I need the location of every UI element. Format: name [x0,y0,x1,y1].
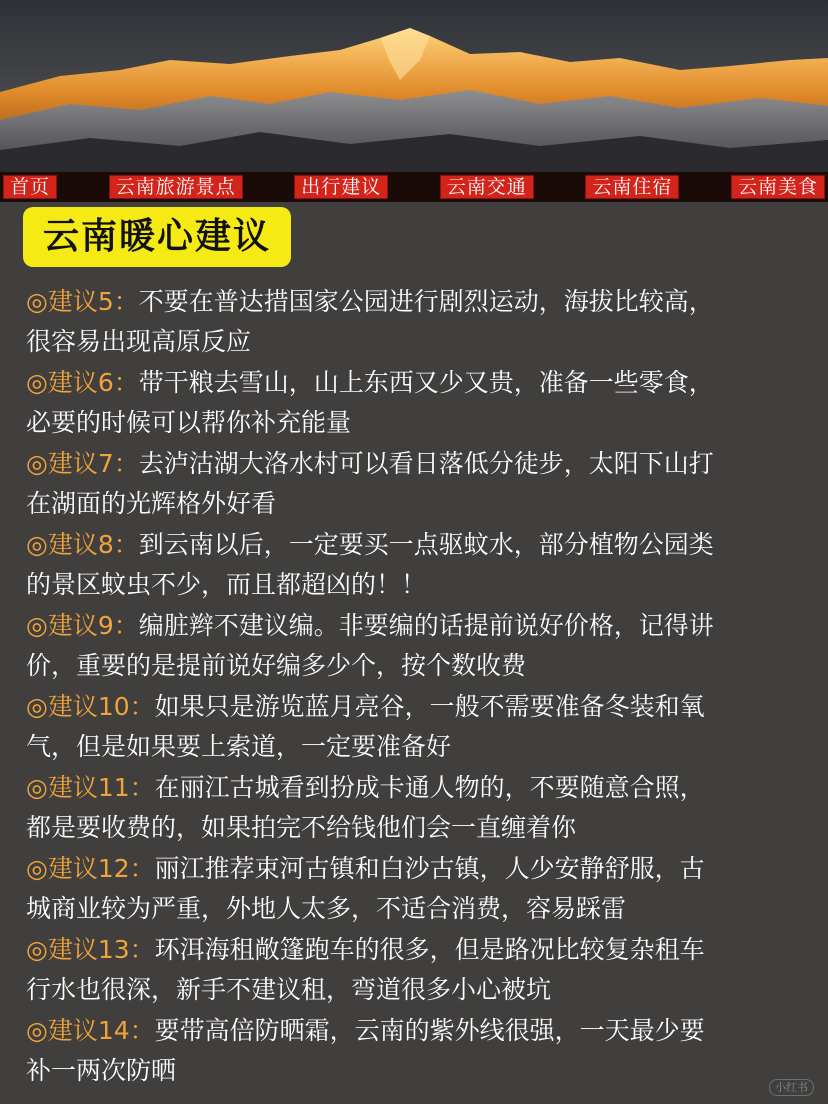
list-item [26,282,800,362]
tip-line-2: 价，重要的是提前说好编多少个，按个数收费 [26,651,527,680]
tip-number: ◎建议7： [26,449,139,478]
nav-item-transport[interactable]: 云南交通 [440,175,534,199]
tip-line-1 [26,282,800,322]
tip-line-2: 在湖面的光辉格外好看 [26,489,277,518]
tip-line-1 [26,768,800,808]
list-item [26,930,800,1010]
tip-line-2: 很容易出现高原反应 [26,327,252,356]
tip-number: ◎建议10： [26,692,155,721]
nav-item-food[interactable]: 云南美食 [731,175,825,199]
tip-line-2: 必要的时候可以帮你补充能量 [26,408,352,437]
list-item [26,768,800,848]
list-item [26,1011,800,1091]
tip-text: 环洱海租敞篷跑车的很多，但是路况比较复杂租车 [154,935,705,964]
tip-text: 带干粮去雪山，山上东西又少又贵，准备一些零食， [138,368,714,397]
tip-text: 到云南以后，一定要买一点驱蚊水，部分植物公园类 [138,530,714,559]
tip-text: 编脏辫不建议编。非要编的话提前说好价格，记得讲 [138,611,714,640]
tip-text: 丽江推荐束河古镇和白沙古镇，人少安静舒服，古 [154,854,705,883]
list-item [26,525,800,605]
tip-text: 去泸沽湖大洛水村可以看日落低分徒步，太阳下山打 [138,449,714,478]
tip-number: ◎建议5： [26,287,139,316]
list-item [26,444,800,524]
tip-line-2: 都是要收费的，如果拍完不给钱他们会一直缠着你 [26,813,577,842]
nav-item-lodging[interactable]: 云南住宿 [585,175,679,199]
tip-line-2: 补一两次防晒 [26,1056,177,1085]
watermark: 小红书 [769,1079,814,1096]
tip-line-2: 气，但是如果要上索道，一定要准备好 [26,732,452,761]
tip-line-1 [26,525,800,565]
tip-text: 不要在普达措国家公园进行剧烈运动，海拔比较高， [138,287,714,316]
tip-number: ◎建议6： [26,368,139,397]
tip-number: ◎建议13： [26,935,155,964]
tip-number: ◎建议14： [26,1016,155,1045]
nav-item-travel-tips[interactable]: 出行建议 [294,175,388,199]
tip-line-1 [26,606,800,646]
snow-mountain-image [0,0,828,172]
tip-text: 要带高倍防晒霜，云南的紫外线很强，一天最少要 [154,1016,705,1045]
list-item [26,687,800,767]
tip-line-1 [26,849,800,889]
tip-number: ◎建议11： [26,773,155,802]
tip-line-2: 的景区蚊虫不少，而且都超凶的！！ [26,570,427,599]
tip-line-1 [26,930,800,970]
tip-number: ◎建议8： [26,530,139,559]
tip-line-1 [26,444,800,484]
nav-item-attractions[interactable]: 云南旅游景点 [109,175,243,199]
tip-number: ◎建议12： [26,854,155,883]
tip-line-1 [26,687,800,727]
tip-number: ◎建议9： [26,611,139,640]
tip-line-1 [26,363,800,403]
mountain-banner [0,0,828,172]
tip-line-2: 行水也很深，新手不建议租，弯道很多小心被坑 [26,975,552,1004]
tip-line-1 [26,1011,800,1051]
list-item [26,363,800,443]
tip-text: 在丽江古城看到扮成卡通人物的，不要随意合照， [154,773,705,802]
nav-bar [0,172,828,202]
nav-item-home[interactable]: 首页 [3,175,57,199]
page-title: 云南暖心建议 [23,207,291,267]
tip-text: 如果只是游览蓝月亮谷，一般不需要准备冬装和氧 [154,692,705,721]
list-item [26,606,800,686]
list-item [26,849,800,929]
tip-line-2: 城商业较为严重，外地人太多，不适合消费，容易踩雷 [26,894,627,923]
